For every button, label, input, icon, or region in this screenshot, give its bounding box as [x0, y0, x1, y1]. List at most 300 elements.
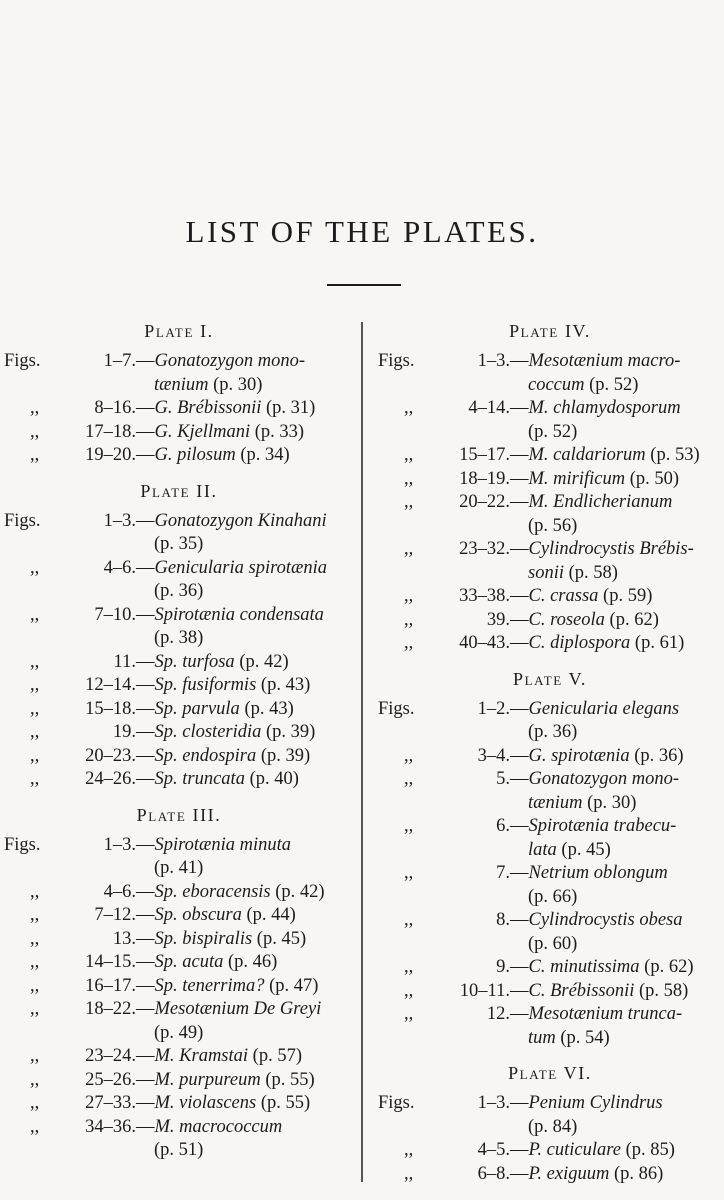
species-name: Sp. tenerrima? — [154, 975, 265, 996]
em-dash: — — [510, 910, 529, 930]
figs-prefix: Figs. — [378, 1093, 415, 1113]
page-reference: (p. 36) — [634, 745, 684, 766]
figs-prefix: ,, — [30, 769, 40, 789]
plate-entry — [4, 651, 354, 675]
figure-numbers: 6–8. — [477, 1163, 510, 1184]
right-column — [378, 318, 722, 1186]
page-reference: (p. 55) — [265, 1069, 315, 1090]
species-name: M. caldariorum — [528, 445, 646, 465]
figure-numbers: 33–38. — [459, 586, 510, 606]
page-reference: (p. 52) — [528, 421, 578, 442]
plate-entry — [4, 421, 354, 445]
figure-numbers: 1–3. — [103, 510, 136, 531]
em-dash: — — [136, 651, 155, 672]
figure-numbers: 8–16. — [94, 398, 136, 418]
em-dash: — — [510, 1093, 529, 1113]
page-reference: (p. 41) — [154, 858, 204, 878]
figs-prefix: ,, — [30, 745, 40, 766]
figure-numbers: 1–2. — [477, 698, 510, 719]
figure-numbers: 4–14. — [468, 398, 510, 418]
figure-numbers: 40–43. — [459, 633, 510, 653]
plate-entry — [4, 721, 354, 745]
figs-prefix: ,, — [30, 557, 40, 578]
species-name: G. pilosum — [154, 445, 236, 465]
figure-numbers: 19. — [112, 722, 136, 742]
plate-entry — [378, 980, 722, 1004]
plate-entry — [378, 1092, 722, 1139]
figs-prefix: ,, — [30, 905, 40, 925]
species-name: Spirotænia minuta — [154, 834, 292, 855]
species-name: M. purpureum — [154, 1069, 261, 1090]
continuation-line — [378, 1116, 722, 1140]
figure-numbers: 14–15. — [85, 952, 136, 972]
continuation-line — [378, 792, 722, 816]
title-rule — [327, 284, 401, 286]
figure-numbers: 1–3. — [103, 834, 136, 855]
em-dash: — — [136, 445, 155, 465]
continuation-line — [378, 374, 722, 398]
figure-numbers: 12. — [486, 1004, 510, 1024]
species-name-continued: tum — [528, 1027, 556, 1048]
figs-prefix: ,, — [30, 999, 40, 1019]
plate-entry — [378, 491, 722, 538]
page-reference: (p. 60) — [528, 933, 578, 954]
page-reference: (p. 53) — [650, 445, 700, 465]
figs-prefix: ,, — [404, 1163, 414, 1184]
page-reference: (p. 50) — [629, 468, 680, 489]
column-divider — [361, 322, 363, 1182]
species-name: Sp. truncata — [154, 769, 245, 789]
species-name: C. minutissima — [528, 957, 640, 977]
em-dash: — — [510, 1163, 529, 1184]
species-name: Spirotænia trabecu- — [528, 816, 677, 836]
em-dash: — — [136, 698, 155, 719]
figs-prefix: ,, — [404, 445, 414, 465]
species-name: Sp. endospira — [154, 745, 257, 766]
section-gap — [378, 656, 722, 666]
figs-prefix: ,, — [30, 604, 40, 625]
em-dash: — — [510, 863, 529, 883]
figure-numbers: 27–33. — [85, 1093, 136, 1113]
figs-prefix: Figs. — [4, 510, 41, 531]
em-dash: — — [136, 604, 155, 625]
figure-numbers: 15–18. — [85, 698, 136, 719]
plate-entry — [4, 768, 354, 792]
continuation-line — [378, 839, 722, 863]
em-dash: — — [136, 510, 155, 531]
species-name: Mesotænium De Greyi — [154, 999, 322, 1019]
figs-prefix: ,, — [404, 539, 414, 559]
continuation-line — [378, 1027, 722, 1051]
plate-entry — [4, 604, 354, 651]
species-name: Mesotænium macro- — [528, 351, 681, 371]
figs-prefix: ,, — [30, 975, 40, 996]
figure-numbers: 3–4. — [477, 745, 510, 766]
page-reference: (p. 51) — [154, 1140, 204, 1160]
em-dash: — — [510, 492, 529, 512]
species-name-continued: tænium — [154, 374, 209, 395]
plate-entry — [378, 698, 722, 745]
figure-numbers: 6. — [496, 816, 510, 836]
page-reference: (p. 36) — [528, 722, 578, 742]
plate-entry — [4, 904, 354, 928]
em-dash: — — [136, 1116, 155, 1137]
figs-prefix: ,, — [30, 881, 40, 902]
species-name: Genicularia spirotænia — [154, 557, 327, 578]
page-reference: (p. 43) — [244, 698, 294, 719]
page-reference: (p. 62) — [609, 609, 659, 630]
species-name-continued: lata — [528, 839, 557, 860]
figure-numbers: 18–19. — [459, 468, 510, 489]
em-dash: — — [510, 586, 529, 606]
plate-entry — [4, 510, 354, 557]
plate-entry — [378, 585, 722, 609]
page-reference: (p. 62) — [644, 957, 694, 977]
figs-prefix: Figs. — [4, 834, 41, 855]
page-reference: (p. 30) — [587, 792, 637, 813]
figs-prefix: ,, — [404, 980, 414, 1001]
em-dash: — — [136, 557, 155, 578]
plate-entry — [378, 768, 722, 815]
figs-prefix: Figs. — [378, 698, 415, 719]
page-reference: (p. 30) — [213, 374, 263, 395]
em-dash: — — [510, 745, 529, 766]
page-reference: (p. 52) — [589, 374, 639, 395]
section-gap — [4, 792, 354, 802]
figs-prefix: ,, — [404, 609, 414, 630]
plate-entry — [4, 557, 354, 604]
figs-prefix: ,, — [404, 745, 414, 766]
species-name: M. violascens — [154, 1093, 257, 1113]
plate-heading: Plate III. — [136, 804, 222, 825]
page-reference: (p. 39) — [266, 722, 316, 742]
plate-entry — [378, 745, 722, 769]
figure-numbers: 23–24. — [85, 1046, 136, 1066]
species-name: Gonatozygon mono- — [154, 351, 306, 371]
species-name: C. diplospora — [528, 633, 631, 653]
figure-numbers: 4–5. — [477, 1140, 510, 1160]
plate-entry — [4, 444, 354, 468]
section-gap — [4, 468, 354, 478]
figure-numbers: 7–12. — [94, 905, 136, 925]
continuation-line — [4, 1139, 354, 1163]
plate-entry — [378, 815, 722, 862]
plate-entry — [4, 998, 354, 1045]
plate-entry — [4, 350, 354, 397]
species-name: G. spirotænia — [528, 745, 630, 766]
continuation-line — [378, 562, 722, 586]
figure-numbers: 7. — [496, 863, 510, 883]
figs-prefix: ,, — [30, 675, 40, 695]
plate-heading: Plate I. — [144, 321, 214, 341]
species-name: Mesotænium trunca- — [528, 1004, 683, 1024]
page-reference: (p. 40) — [249, 769, 299, 789]
figure-numbers: 20–23. — [85, 745, 136, 766]
em-dash: — — [136, 975, 155, 996]
figure-numbers: 10–11. — [459, 980, 510, 1001]
continuation-line — [4, 1022, 354, 1046]
em-dash: — — [136, 351, 155, 371]
figs-prefix: ,, — [404, 1140, 414, 1160]
em-dash: — — [510, 1140, 529, 1160]
figs-prefix: ,, — [404, 468, 414, 489]
species-name: Sp. obscura — [154, 905, 242, 925]
plate-entry — [378, 350, 722, 397]
em-dash: — — [510, 633, 529, 653]
plate-entry — [4, 928, 354, 952]
page-reference: (p. 58) — [568, 562, 618, 583]
species-name: P. exiguum — [528, 1163, 610, 1184]
plate-entry — [4, 1116, 354, 1163]
figs-prefix: ,, — [404, 910, 414, 930]
figure-numbers: 23–32. — [459, 539, 510, 559]
figs-prefix: ,, — [404, 816, 414, 836]
figure-numbers: 12–14. — [85, 675, 136, 695]
figs-prefix: ,, — [30, 1046, 40, 1066]
species-name: M. chlamydosporum — [528, 398, 681, 418]
figs-prefix: ,, — [404, 398, 414, 418]
left-column — [4, 318, 354, 1163]
em-dash: — — [136, 999, 155, 1019]
species-name: G. Kjellmani — [154, 421, 251, 442]
em-dash: — — [136, 952, 155, 972]
em-dash: — — [136, 745, 155, 766]
plate-entry — [378, 1139, 722, 1163]
page-reference: (p. 66) — [528, 886, 578, 907]
page-reference: (p. 45) — [561, 839, 611, 860]
figure-numbers: 34–36. — [85, 1116, 136, 1137]
figure-numbers: 39. — [486, 609, 510, 630]
plate-entry — [378, 609, 722, 633]
plate-entry — [4, 834, 354, 881]
figs-prefix: Figs. — [378, 351, 415, 371]
page-reference: (p. 85) — [625, 1140, 675, 1160]
page-reference: (p. 31) — [266, 398, 316, 418]
figure-numbers: 11. — [113, 651, 136, 672]
figs-prefix: ,, — [30, 445, 40, 465]
figs-prefix: ,, — [404, 957, 414, 977]
figs-prefix: ,, — [30, 722, 40, 742]
continuation-line — [378, 721, 722, 745]
em-dash: — — [510, 445, 529, 465]
em-dash: — — [136, 928, 155, 949]
figure-numbers: 15–17. — [459, 445, 510, 465]
figure-numbers: 18–22. — [85, 999, 136, 1019]
figs-prefix: ,, — [30, 1069, 40, 1090]
plate-entry — [4, 881, 354, 905]
figure-numbers: 1–3. — [477, 1093, 510, 1113]
em-dash: — — [136, 398, 155, 418]
figure-numbers: 4–6. — [103, 881, 136, 902]
figs-prefix: ,, — [404, 769, 414, 789]
species-name: C. Brébissonii — [528, 980, 635, 1001]
plate-entry — [378, 538, 722, 585]
em-dash: — — [510, 980, 529, 1001]
plate-entry — [378, 956, 722, 980]
em-dash: — — [510, 539, 529, 559]
figs-prefix: ,, — [30, 928, 40, 949]
plate-entry — [4, 674, 354, 698]
em-dash: — — [510, 398, 529, 418]
species-name: Sp. eboracensis — [154, 881, 271, 902]
figure-numbers: 1–7. — [103, 351, 136, 371]
figure-numbers: 7–10. — [94, 604, 136, 625]
species-name: M. macrococcum — [154, 1116, 283, 1137]
plate-entry — [378, 397, 722, 444]
species-name: M. mirificum — [528, 468, 626, 489]
species-name: Cylindrocystis obesa — [528, 910, 683, 930]
em-dash: — — [136, 1046, 155, 1066]
plate-entry — [4, 1092, 354, 1116]
figs-prefix: ,, — [30, 421, 40, 442]
figure-numbers: 17–18. — [85, 421, 136, 442]
plate-entry — [378, 444, 722, 468]
figure-numbers: 24–26. — [85, 769, 136, 789]
figs-prefix: Figs. — [4, 351, 41, 371]
species-name: C. roseola — [528, 609, 605, 630]
species-name: P. cuticulare — [528, 1140, 621, 1160]
species-name-continued: coccum — [528, 374, 585, 395]
figure-numbers: 25–26. — [85, 1069, 136, 1090]
species-name: Cylindrocystis Brébis- — [528, 539, 694, 559]
em-dash: — — [510, 769, 529, 789]
species-name: Sp. acuta — [154, 952, 224, 972]
em-dash: — — [136, 905, 155, 925]
continuation-line — [4, 857, 354, 881]
figure-numbers: 1–3. — [477, 351, 510, 371]
plate-entry — [378, 1003, 722, 1050]
continuation-line — [4, 580, 354, 604]
plate-heading: Plate II. — [140, 480, 218, 501]
figs-prefix: ,, — [30, 1093, 40, 1113]
page-reference: (p. 58) — [639, 980, 689, 1001]
species-name: Gonatozygon mono- — [528, 769, 680, 789]
page-reference: (p. 57) — [252, 1046, 302, 1066]
page-reference: (p. 86) — [613, 1163, 664, 1184]
species-name: Sp. parvula — [154, 698, 240, 719]
em-dash: — — [510, 351, 529, 371]
continuation-line — [378, 421, 722, 445]
figs-prefix: ,, — [404, 492, 414, 512]
page-reference: (p. 49) — [154, 1022, 204, 1043]
page-reference: (p. 35) — [154, 534, 204, 554]
plate-heading: Plate V. — [513, 668, 587, 689]
em-dash: — — [510, 816, 529, 836]
plate-entry — [4, 975, 354, 999]
species-name: Sp. turfosa — [154, 651, 235, 672]
plate-entry — [4, 1069, 354, 1093]
species-name: Gonatozygon Kinahani — [154, 510, 327, 531]
figure-numbers: 9. — [496, 957, 510, 977]
species-name: M. Kramstai — [154, 1046, 249, 1066]
page-reference: (p. 47) — [269, 975, 319, 996]
continuation-line — [378, 933, 722, 957]
species-name: Sp. closteridia — [154, 722, 262, 742]
em-dash: — — [136, 769, 155, 789]
figure-numbers: 5. — [496, 769, 510, 789]
figs-prefix: ,, — [30, 698, 40, 719]
continuation-line — [378, 515, 722, 539]
em-dash: — — [136, 722, 155, 742]
em-dash: — — [510, 957, 529, 977]
plate-entry — [378, 468, 722, 492]
plate-entry — [378, 1163, 722, 1187]
page-reference: (p. 43) — [260, 675, 311, 695]
plate-entry — [378, 632, 722, 656]
figs-prefix: ,, — [404, 1004, 414, 1024]
em-dash: — — [136, 881, 155, 902]
page-reference: (p. 59) — [603, 586, 653, 606]
figure-numbers: 13. — [112, 928, 136, 949]
page-reference: (p. 44) — [246, 905, 296, 925]
continuation-line — [4, 627, 354, 651]
em-dash: — — [136, 834, 155, 855]
page-reference: (p. 38) — [154, 628, 204, 648]
figs-prefix: ,, — [30, 651, 40, 672]
species-name: Genicularia elegans — [528, 698, 680, 719]
continuation-line — [378, 886, 722, 910]
page-reference: (p. 56) — [528, 515, 578, 536]
species-name: C. crassa — [528, 586, 599, 606]
figs-prefix: ,, — [30, 952, 40, 972]
plate-heading: Plate IV. — [509, 321, 591, 341]
plate-entry — [4, 698, 354, 722]
figs-prefix: ,, — [30, 398, 40, 418]
species-name-continued: sonii — [528, 562, 564, 583]
figs-prefix: ,, — [30, 1116, 40, 1137]
page-reference: (p. 36) — [154, 581, 204, 601]
plate-entry — [378, 909, 722, 956]
plate-entry — [4, 1045, 354, 1069]
em-dash: — — [136, 675, 155, 695]
species-name: M. Endlicherianum — [528, 492, 673, 512]
species-name: Sp. fusiformis — [154, 675, 257, 695]
plate-entry — [378, 862, 722, 909]
em-dash: — — [136, 1093, 155, 1113]
continuation-line — [4, 374, 354, 398]
species-name: Penium Cylindrus — [528, 1093, 663, 1113]
page-reference: (p. 55) — [260, 1093, 311, 1113]
page-reference: (p. 34) — [240, 445, 290, 465]
em-dash: — — [510, 609, 529, 630]
species-name-continued: tænium — [528, 792, 583, 813]
figure-numbers: 20–22. — [459, 492, 510, 512]
page-reference: (p. 84) — [528, 1116, 578, 1137]
page-reference: (p. 33) — [254, 421, 305, 442]
page-reference: (p. 61) — [634, 633, 685, 653]
plate-entry — [4, 951, 354, 975]
plate-entry — [4, 745, 354, 769]
em-dash: — — [510, 468, 529, 489]
em-dash: — — [136, 421, 155, 442]
species-name: Netrium oblongum — [528, 863, 668, 883]
figure-numbers: 8. — [496, 910, 510, 930]
figs-prefix: ,, — [404, 633, 414, 653]
em-dash: — — [510, 1004, 529, 1024]
page-reference: (p. 46) — [227, 952, 278, 972]
figs-prefix: ,, — [404, 863, 414, 883]
species-name: Spirotænia condensata — [154, 604, 324, 625]
section-gap — [378, 1050, 722, 1060]
page-reference: (p. 39) — [260, 745, 311, 766]
page-reference: (p. 45) — [256, 928, 307, 949]
figs-prefix: ,, — [404, 586, 414, 606]
figure-numbers: 19–20. — [85, 445, 136, 465]
species-name: Sp. bispiralis — [154, 928, 253, 949]
page-title: LIST OF THE PLATES. — [185, 214, 539, 249]
plate-entry — [4, 397, 354, 421]
page-reference: (p. 54) — [560, 1027, 610, 1048]
